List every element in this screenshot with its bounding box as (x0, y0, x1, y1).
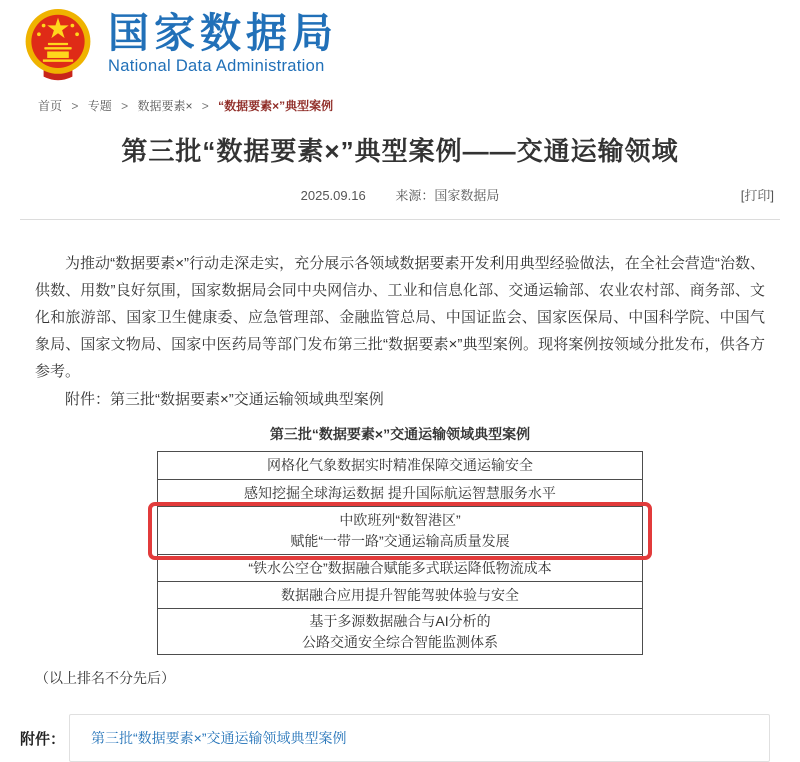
case-title: 中欧班列“数智港区” (339, 511, 461, 528)
table-row-highlighted (158, 506, 642, 554)
case-title: 感知挖掘全球海运数据 提升国际航运智慧服务水平 (244, 484, 556, 501)
table-row (158, 554, 642, 581)
site-header (0, 0, 800, 88)
attachment-section (20, 714, 770, 762)
case-table-caption: 第三批“数据要素×”交通运输领域典型案例 (269, 426, 531, 442)
case-table-wrap (157, 451, 643, 655)
case-title: “铁水公空仓”数据融合赋能多式联运降低物流成本 (248, 559, 552, 576)
case-title: 网格化气象数据实时精准保障交通运输安全 (267, 457, 533, 473)
table-row (158, 581, 642, 608)
print-button[interactable]: [打印] (740, 188, 774, 203)
breadcrumb-topics[interactable]: 专题 (87, 99, 112, 113)
title-divider (20, 219, 780, 220)
table-row (158, 452, 642, 479)
page-title: 第三批“数据要素×”典型案例——交通运输领域 (121, 136, 679, 166)
attachment-label: 附件： (20, 730, 66, 748)
attachment-note: 附件：第三批“数据要素×”交通运输领域典型案例 (65, 391, 384, 408)
breadcrumb-separator: > (201, 99, 209, 113)
attachment-box (69, 714, 770, 762)
case-title: 基于多源数据融合与AI分析的 (309, 612, 491, 629)
case-title: 数据融合应用提升智能驾驶体验与安全 (281, 586, 519, 603)
national-emblem-icon (22, 7, 94, 83)
breadcrumb-current: “数据要素×”典型案例 (218, 99, 334, 113)
attachment-link[interactable]: 第三批“数据要素×”交通运输领域典型案例 (91, 730, 347, 746)
case-table (157, 451, 643, 655)
table-row (158, 608, 642, 654)
breadcrumb-home[interactable]: 首页 (38, 99, 63, 113)
brand-name-cn: 国家数据局 (108, 10, 338, 56)
body-paragraph: 为推动“数据要素×”行动走深走实，充分展示各领域数据要素开发利用典型经验做法，在全社会营造“治数、供数、用数”良好氛围，国家数据局会同中央网信办、工业和信息化部、交通运输部、农业农村部、商务部、文化和旅游部、国家卫生健康委、应急管理部、金融监管总局、中国证监会、国家医保局、中国科学院、中国气象局、国家文物局、国家中医药局等部门发布第三批“数据要素×”典型案例。现将案例按领域分批发布，供各方参考。 (35, 255, 765, 380)
breadcrumb (38, 97, 800, 114)
case-title: 公路交通安全综合智能监测体系 (302, 633, 498, 650)
brand-text (108, 7, 338, 76)
table-row (158, 479, 642, 506)
site-logo[interactable] (22, 7, 94, 88)
brand-name-en: National Data Administration (108, 57, 325, 76)
breadcrumb-separator: > (121, 99, 129, 113)
article-body (0, 250, 800, 413)
article-meta (0, 185, 800, 204)
breadcrumb-data-elements[interactable]: 数据要素× (137, 99, 193, 113)
publish-date: 2025.09.16 (300, 188, 366, 203)
ranking-note: （以上排名不分先后） (35, 670, 175, 686)
case-title: 赋能“一带一路”交通运输高质量发展 (290, 532, 510, 549)
breadcrumb-separator: > (71, 99, 79, 113)
source-label: 来源：国家数据局 (395, 188, 500, 203)
